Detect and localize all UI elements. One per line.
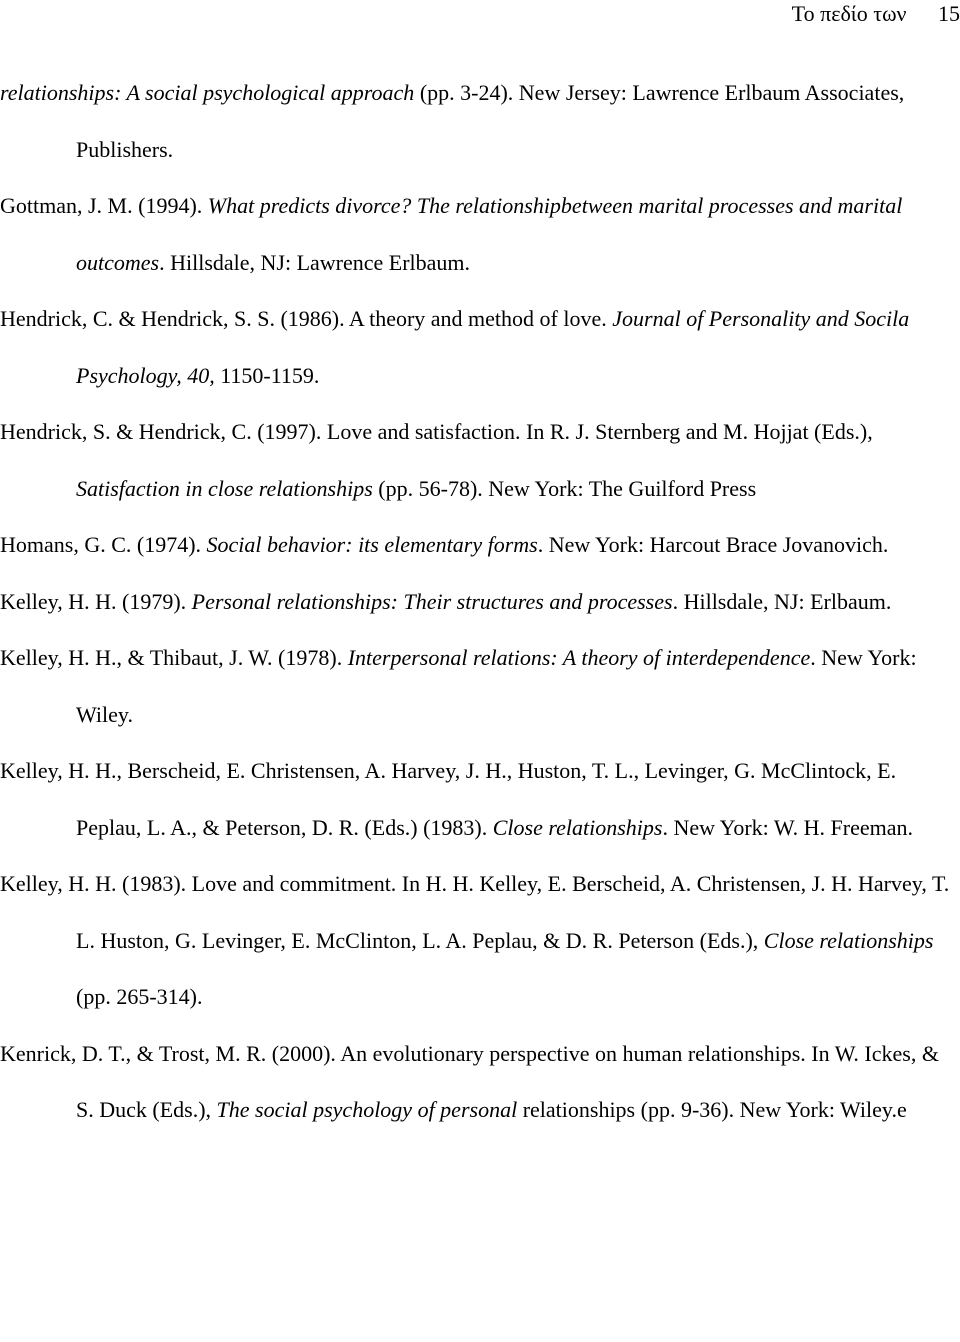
running-title: Το πεδίο των bbox=[791, 1, 907, 26]
reference-text: Kelley, H. H. (1979). bbox=[0, 588, 192, 614]
reference-text: . New York: Wiley. bbox=[76, 645, 917, 727]
reference-entry bbox=[0, 404, 960, 517]
reference-text: . Hillsdale, NJ: Lawrence Erlbaum. bbox=[159, 249, 471, 275]
reference-text: Kelley, H. H. (1983). Love and commitment. In H. H. Kelley, E. Berscheid, A. Christensen, J. H. Harvey, T. L. Huston, G. Levinger, E. McClinton, L. A. Peplau, & D. R. Peterson (Eds.), bbox=[0, 871, 950, 953]
reference-italic-text: What predicts divorce? The relationshipbetween marital processes and marital outcomes bbox=[76, 193, 903, 275]
reference-italic-text: Personal relationships: Their structures and processes bbox=[191, 588, 673, 614]
reference-italic-text: Close relationships bbox=[492, 814, 663, 840]
reference-entry bbox=[0, 574, 960, 631]
reference-text: Hendrick, S. & Hendrick, C. (1997). Love and satisfaction. In R. J. Sternberg and M. Hojjat (Eds.), bbox=[0, 419, 873, 444]
reference-italic-text: Journal of Personality and Socila Psychology, 40, bbox=[76, 306, 910, 388]
reference-entry bbox=[0, 517, 960, 574]
page-number: 15 bbox=[938, 1, 960, 26]
reference-italic-text: Interpersonal relations: A theory of interdependence bbox=[347, 645, 811, 670]
reference-text: relationships (pp. 9-36). New York: Wiley.e bbox=[517, 1097, 907, 1122]
reference-entry bbox=[0, 856, 960, 1026]
reference-entry bbox=[0, 630, 960, 743]
reference-italic-text: Close relationships bbox=[763, 927, 934, 953]
reference-text: (pp. 3-24). New Jersey: Lawrence Erlbaum Associates, Publishers. bbox=[76, 80, 905, 162]
reference-list bbox=[0, 65, 960, 1139]
reference-continuation bbox=[0, 65, 960, 178]
reference-entry bbox=[0, 1026, 960, 1139]
reference-text: . New York: W. H. Freeman. bbox=[662, 814, 913, 840]
reference-italic-text: Satisfaction in close relationships bbox=[76, 475, 373, 501]
reference-text: 1150-1159. bbox=[214, 362, 320, 388]
reference-italic-text: The social psychology of personal bbox=[216, 1097, 518, 1122]
reference-text: . Hillsdale, NJ: Erlbaum. bbox=[672, 588, 892, 614]
reference-entry bbox=[0, 178, 960, 291]
reference-text: Kelley, H. H., Berscheid, E. Christensen, A. Harvey, J. H., Huston, T. L., Levinger, G. McClintock, E. Peplau, L. A., & Peterson, D. R. (Eds.) (1983). bbox=[0, 758, 897, 840]
reference-text: Homans, G. C. (1974). bbox=[0, 532, 207, 557]
reference-entry bbox=[0, 291, 960, 404]
reference-text: Gottman, J. M. (1994). bbox=[0, 193, 208, 218]
running-header bbox=[792, 0, 960, 28]
reference-italic-text: relationships: A social psychological approach bbox=[0, 80, 415, 105]
reference-text: (pp. 265-314). bbox=[76, 984, 203, 1009]
reference-text: Kelley, H. H., & Thibaut, J. W. (1978). bbox=[0, 645, 348, 670]
reference-text: (pp. 56-78). New York: The Guilford Press bbox=[372, 475, 757, 501]
reference-text: . New York: Harcout Brace Jovanovich. bbox=[537, 532, 889, 557]
reference-text: Kenrick, D. T., & Trost, M. R. (2000). An evolutionary perspective on human relationships. In W. Ickes, & S. Duck (Eds.), bbox=[0, 1040, 939, 1122]
reference-entry bbox=[0, 743, 960, 856]
reference-italic-text: Social behavior: its elementary forms bbox=[206, 532, 538, 557]
reference-text: Hendrick, C. & Hendrick, S. S. (1986). A theory and method of love. bbox=[0, 306, 613, 331]
